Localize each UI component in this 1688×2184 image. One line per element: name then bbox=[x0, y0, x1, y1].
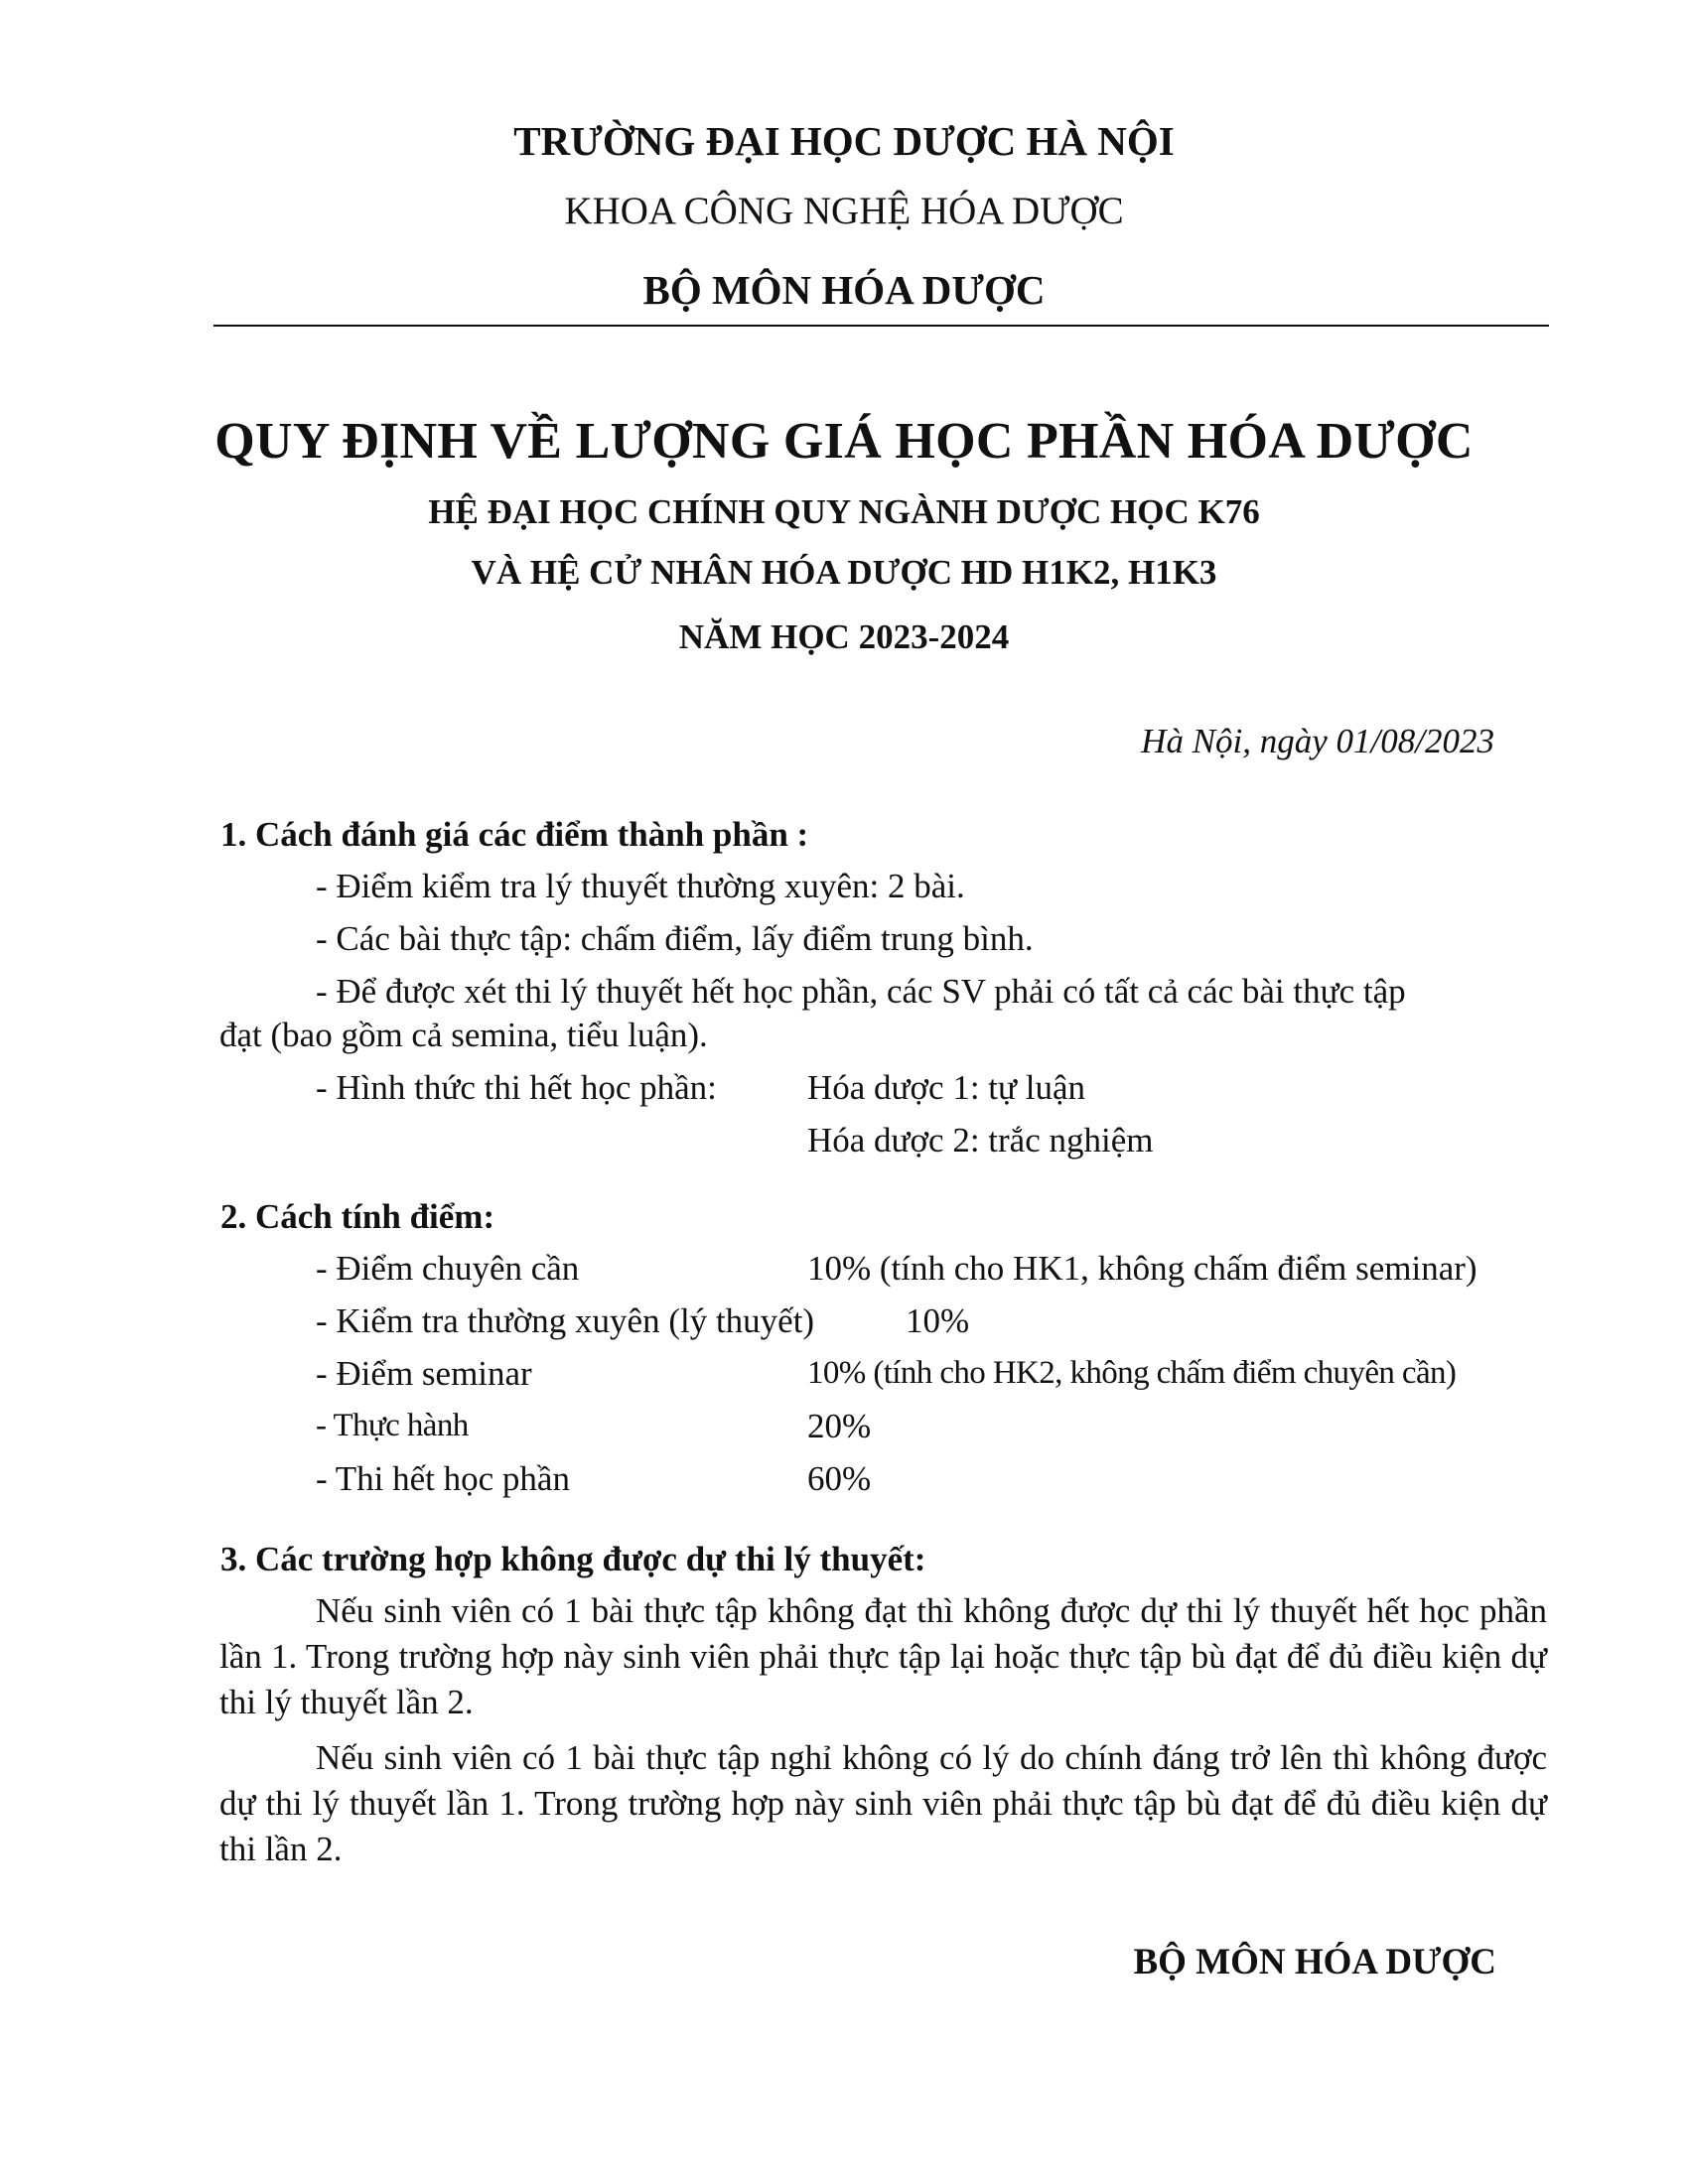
document-subtitle-1: HỆ ĐẠI HỌC CHÍNH QUY NGÀNH DƯỢC HỌC K76 bbox=[428, 492, 1260, 531]
score-row-label: - Kiểm tra thường xuyên (lý thuyết) bbox=[316, 1301, 815, 1340]
section-1-item-1: - Điểm kiểm tra lý thuyết thường xuyên: 2 bài. bbox=[316, 867, 965, 905]
section-1-item-3-line-1: - Để được xét thi lý thuyết hết học phần, các SV phải có tất cả các bài thực tập bbox=[316, 972, 1406, 1011]
document-subtitle-2: VÀ HỆ CỬ NHÂN HÓA DƯỢC HD H1K2, H1K3 bbox=[471, 553, 1217, 592]
department-name: BỘ MÔN HÓA DƯỢC bbox=[642, 267, 1046, 313]
section-1-item-3-line-2: đạt (bao gồm cả semina, tiểu luận). bbox=[219, 1016, 708, 1054]
section-1-item-4-value-1: Hóa dược 1: tự luận bbox=[807, 1068, 1085, 1107]
score-row-label: - Điểm seminar bbox=[316, 1354, 532, 1393]
document-title: QUY ĐỊNH VỀ LƯỢNG GIÁ HỌC PHẦN HÓA DƯỢC bbox=[214, 413, 1474, 470]
document-subtitle-3: NĂM HỌC 2023-2024 bbox=[678, 617, 1010, 656]
score-row-value: 20% bbox=[807, 1407, 872, 1445]
section-1-item-4-value-2: Hóa dược 2: trắc nghiệm bbox=[807, 1121, 1154, 1160]
section-1-item-4-label: - Hình thức thi hết học phần: bbox=[316, 1068, 717, 1107]
section-3-heading: 3. Các trường hợp không được dự thi lý thuyết: bbox=[220, 1540, 926, 1578]
score-row-value: 10% (tính cho HK1, không chấm điểm seminar) bbox=[807, 1249, 1477, 1288]
score-row-value: 60% bbox=[807, 1459, 872, 1498]
header-divider bbox=[213, 325, 1549, 327]
section-3-paragraph-1: Nếu sinh viên có 1 bài thực tập không đạt thì không được dự thi lý thuyết hết học phần lần 1. Trong trường hợp này sinh viên phải thực tập lại hoặc thực tập bù đạt để đủ điều kiện dự thi lý thuyết lần 2. bbox=[219, 1591, 1547, 1721]
document-date: Hà Nội, ngày 01/08/2023 bbox=[1141, 722, 1494, 760]
faculty-name: KHOA CÔNG NGHỆ HÓA DƯỢC bbox=[564, 190, 1124, 232]
score-row-label: - Thực hành bbox=[316, 1408, 469, 1443]
school-name: TRƯỜNG ĐẠI HỌC DƯỢC HÀ NỘI bbox=[513, 118, 1175, 164]
section-1-heading: 1. Cách đánh giá các điểm thành phần : bbox=[220, 815, 809, 854]
section-1-item-2: - Các bài thực tập: chấm điểm, lấy điểm trung bình. bbox=[316, 919, 1034, 958]
score-row-label: - Thi hết học phần bbox=[316, 1459, 570, 1498]
score-row-value: 10% bbox=[906, 1301, 970, 1340]
signature-department: BỘ MÔN HÓA DƯỢC bbox=[1133, 1942, 1496, 1982]
section-2-heading: 2. Cách tính điểm: bbox=[220, 1197, 495, 1236]
score-row-value: 10% (tính cho HK2, không chấm điểm chuyên cần) bbox=[807, 1355, 1457, 1391]
section-3-paragraph-2: Nếu sinh viên có 1 bài thực tập nghỉ không có lý do chính đáng trở lên thì không được dự thi lý thuyết lần 1. Trong trường hợp này sinh viên phải thực tập bù đạt để đủ điều kiện dự thi lần 2. bbox=[219, 1738, 1547, 1868]
score-row-label: - Điểm chuyên cần bbox=[316, 1249, 580, 1288]
